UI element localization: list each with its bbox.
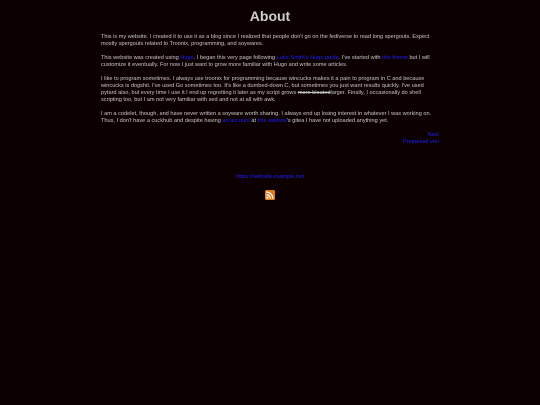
theme-link[interactable]: this theme xyxy=(382,55,408,61)
tools-text-1: This website was created using xyxy=(101,55,181,61)
page-title: About xyxy=(249,8,291,24)
hugo-link[interactable]: Hugo xyxy=(180,55,194,61)
tools-text-4: but I will customize it eventually. For now I just want to grow more familiar with Hugo and write some articles. xyxy=(101,55,430,68)
intro-paragraph: This is my website. I created it to use it as a blog since I realized that people don't go on the fediverse to read long spergouts. Expect mostly spergouts related to Troonix, programming, and soywares. xyxy=(101,34,430,47)
next-link[interactable]: Next xyxy=(427,132,439,138)
website-link[interactable]: this website xyxy=(257,118,287,124)
rss-icon[interactable] xyxy=(265,190,275,200)
footer-link-container xyxy=(0,174,540,181)
codelet-text-3: 's gitea I have not uploaded anything yet. xyxy=(286,118,389,124)
previous-link[interactable]: Prepanuel von xyxy=(402,139,439,145)
guide-link[interactable]: Luke Smith's Hugo guide xyxy=(276,55,339,61)
strikethrough-text: more bloated xyxy=(297,90,331,96)
programming-text-1: I like to program sometimes. I always use troonix for programming because wincucks makes it a pain to program in C and because wincucks is dogshit. I've used Go sometimes too. It's like a dumbed-down C, but sometimes you just want results quickly. I've used pytard also, but every time I use it I end up regretting it later as my script grows xyxy=(101,76,425,96)
article-body xyxy=(101,34,439,146)
post-navigation xyxy=(101,132,439,146)
tools-paragraph xyxy=(101,55,439,69)
codelet-text-2: at xyxy=(249,118,258,124)
site-link[interactable]: https://website.example.net xyxy=(236,174,304,180)
programming-paragraph xyxy=(101,76,439,104)
tools-text-2: . I began this very page following xyxy=(193,55,277,61)
codelet-paragraph xyxy=(101,111,439,125)
programming-text-2: larger. Finally, I occasionally do shell scripting too, but I am not very familiar with sed and not at all with awk. xyxy=(101,90,421,103)
tools-text-3: . I've started with xyxy=(338,55,383,61)
codelet-text-1: I am a codelet, though, and have never written a soyware worth sharing. I always end up losing interest in whatever I was working on. Thus, I don't have a cuckhub and despite having xyxy=(101,111,432,124)
account-link[interactable]: an account xyxy=(222,118,250,124)
